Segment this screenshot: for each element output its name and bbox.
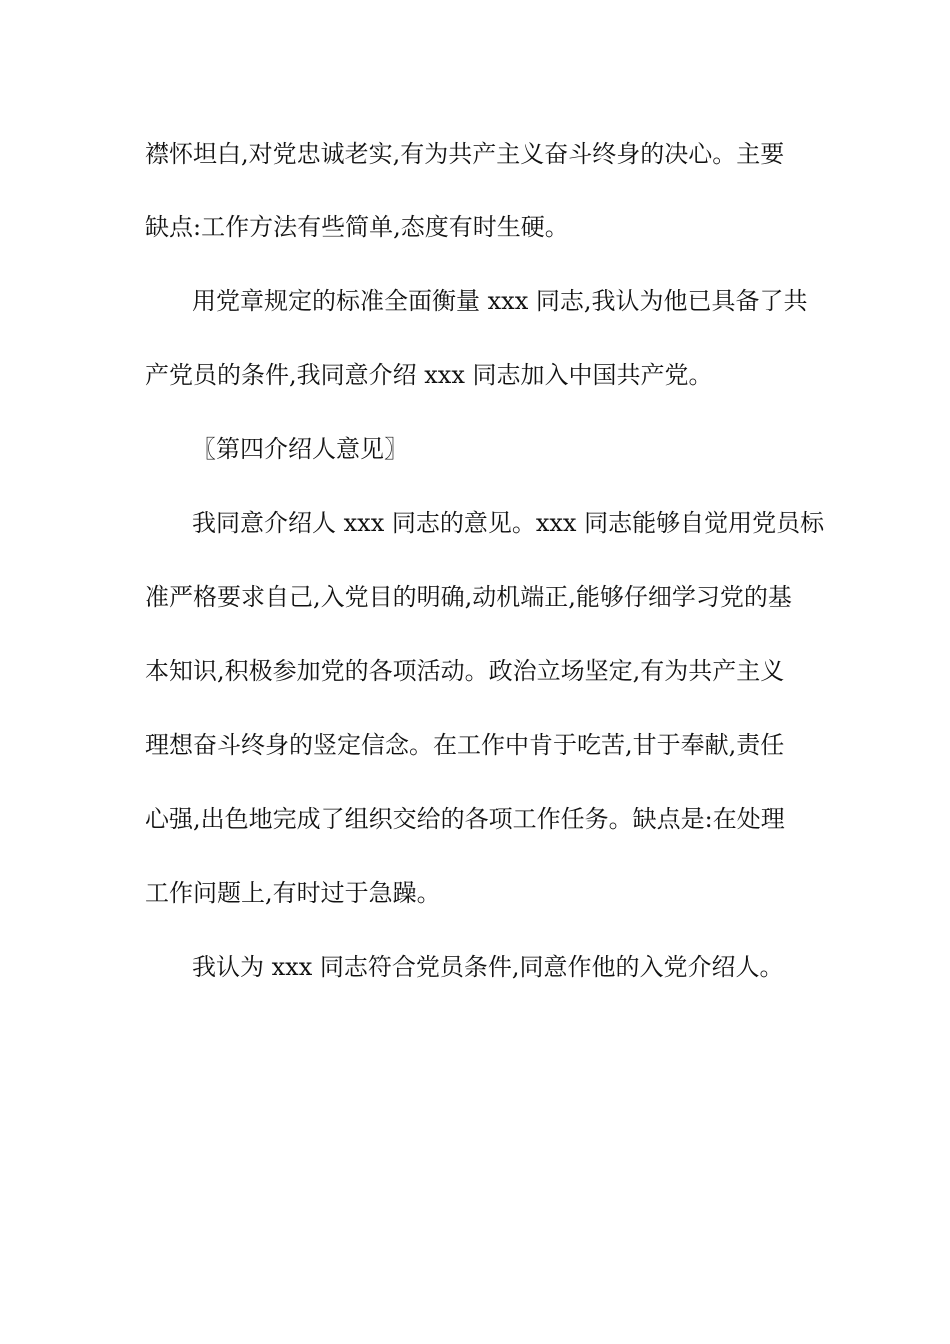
paragraph-line: 用党章规定的标准全面衡量 xxx 同志,我认为他已具备了共 xyxy=(192,287,808,315)
paragraph-line: 本知识,积极参加党的各项活动。政治立场坚定,有为共产主义 xyxy=(145,657,785,685)
paragraph-line: 理想奋斗终身的竖定信念。在工作中肯于吃苦,甘于奉献,责任 xyxy=(145,731,785,759)
paragraph-line: 缺点:工作方法有些简单,态度有时生硬。 xyxy=(145,213,569,241)
paragraph-line: 我认为 xxx 同志符合党员条件,同意作他的入党介绍人。 xyxy=(192,953,784,981)
paragraph-line: 我同意介绍人 xxx 同志的意见。xxx 同志能够自觉用党员标 xyxy=(192,509,825,537)
paragraph-line: 襟怀坦白,对党忠诚老实,有为共产主义奋斗终身的决心。主要 xyxy=(145,140,785,168)
paragraph-line: 产党员的条件,我同意介绍 xxx 同志加入中国共产党。 xyxy=(145,361,713,389)
paragraph-line: 心强,出色地完成了组织交给的各项工作任务。缺点是:在处理 xyxy=(145,805,785,833)
section-heading: 〖第四介绍人意见〗 xyxy=(192,435,408,463)
paragraph-line: 准严格要求自己,入党目的明确,动机端正,能够仔细学习党的基 xyxy=(145,583,792,611)
paragraph-line: 工作问题上,有时过于急躁。 xyxy=(145,879,441,907)
